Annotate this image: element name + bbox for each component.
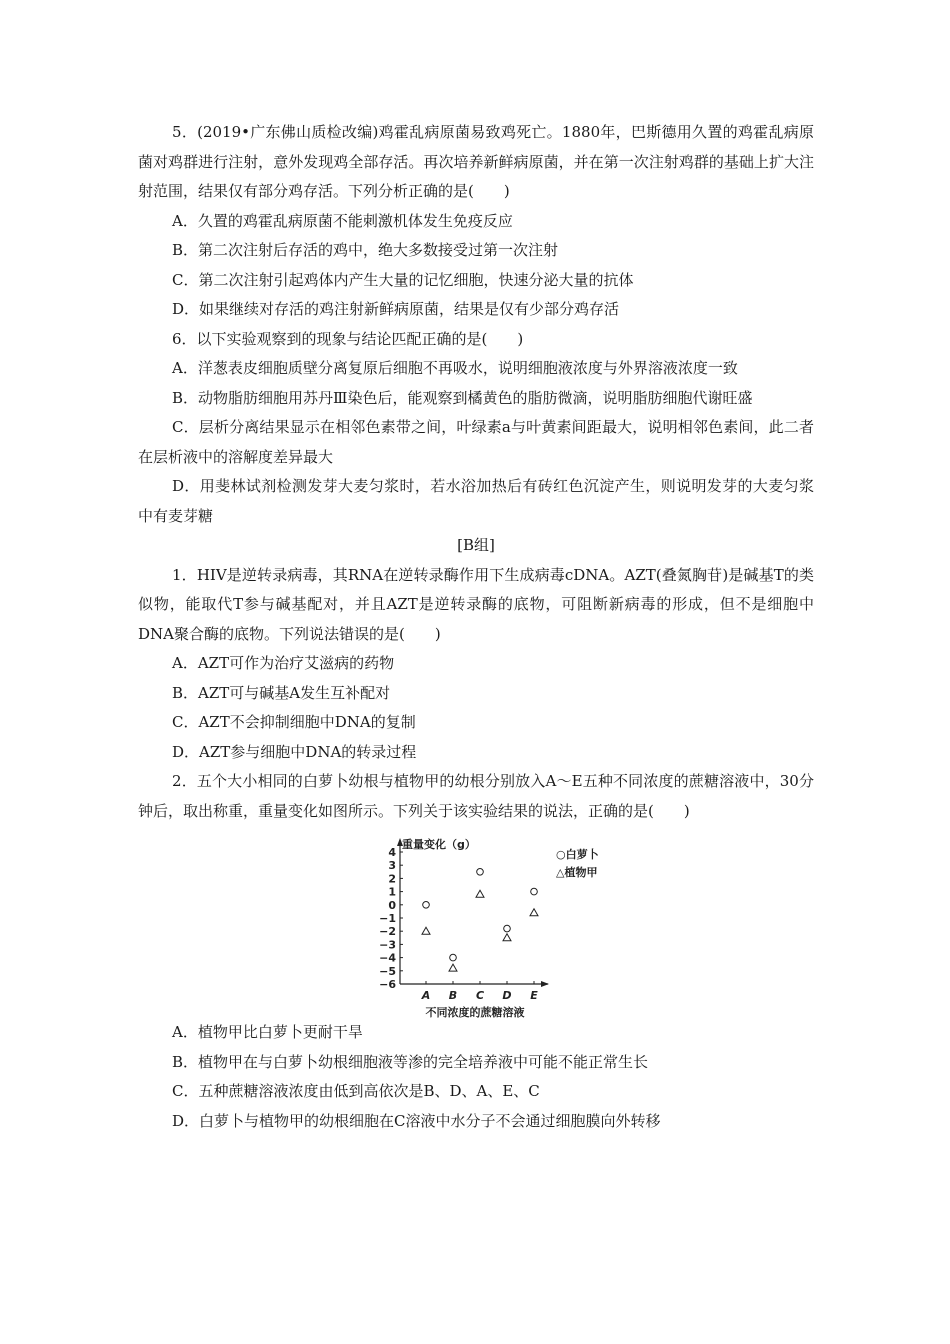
q5-option-d: D．如果继续对存活的鸡注射新鲜病原菌，结果是仅有少部分鸡存活 bbox=[172, 300, 620, 318]
x-axis-arrow bbox=[541, 981, 549, 987]
q6-option-c: C．层析分离结果显示在相邻色素带之间，叶绿素a与叶黄素间距最大，说明相邻色素间，此二者在层析液中的溶解度差异最大 bbox=[138, 418, 814, 466]
data-point-triangle bbox=[530, 909, 538, 916]
y-tick-label: 1 bbox=[388, 885, 396, 899]
x-axis-label: 不同浓度的蔗糖溶液 bbox=[425, 1006, 525, 1019]
x-tick-label: D bbox=[502, 989, 512, 1002]
data-point-circle bbox=[423, 902, 430, 909]
q6-option-a: A．洋葱表皮细胞质壁分离复原后细胞不再吸水，说明细胞液浓度与外界溶液浓度一致 bbox=[172, 359, 738, 377]
b2-option-b: B．植物甲在与白萝卜幼根细胞液等渗的完全培养液中可能不能正常生长 bbox=[172, 1052, 649, 1071]
b1-option-b: B．AZT可与碱基A发生互补配对 bbox=[172, 683, 391, 702]
b2-option-d: D．白萝卜与植物甲的幼根细胞在C溶液中水分子不会通过细胞膜向外转移 bbox=[172, 1111, 661, 1130]
legend-entry-plant: △植物甲 bbox=[556, 866, 598, 879]
b2-option-c: C．五种蔗糖溶液浓度由低到高依次是B、D、A、E、C bbox=[172, 1082, 540, 1100]
x-tick-label: E bbox=[530, 989, 538, 1002]
q5-option-a: A．久置的鸡霍乱病原菌不能刺激机体发生免疫反应 bbox=[172, 211, 513, 230]
y-tick-label: 2 bbox=[388, 872, 396, 886]
group-b-title: [B组] bbox=[457, 536, 495, 554]
q6-option-d: D．用斐林试剂检测发芽大麦匀浆时，若水浴加热后有砖红色沉淀产生，则说明发芽的大麦匀浆中有麦芽糖 bbox=[138, 477, 814, 525]
y-tick-label: −1 bbox=[379, 912, 396, 925]
q6-stem: 6．以下实验观察到的现象与结论匹配正确的是( ) bbox=[172, 329, 524, 348]
b1-option-a: A．AZT可作为治疗艾滋病的药物 bbox=[172, 654, 395, 672]
b2-stem: 2．五个大小相同的白萝卜幼根与植物甲的幼根分别放入A～E五种不同浓度的蔗糖溶液中，30分钟后，取出称重，重量变化如图所示。下列关于该实验结果的说法，正确的是( ) bbox=[138, 772, 814, 820]
b1-stem: 1．HIV是逆转录病毒，其RNA在逆转录酶作用下生成病毒cDNA。AZT(叠氮胸苷)是碱基T的类似物，能取代T参与碱基配对，并且AZT是逆转录酶的底物，可阻断新病毒的形成，但不是细胞中DNA聚合酶的底物。下列说法错误的是( ) bbox=[138, 565, 814, 643]
y-tick-label: 3 bbox=[388, 859, 396, 873]
data-point-triangle bbox=[503, 934, 511, 941]
y-tick-label: 4 bbox=[388, 846, 396, 859]
legend-entry-radish: ○白萝卜 bbox=[556, 848, 599, 861]
b1-option-d: D．AZT参与细胞中DNA的转录过程 bbox=[172, 742, 417, 761]
q5-option-c: C．第二次注射引起鸡体内产生大量的记忆细胞，快速分泌大量的抗体 bbox=[172, 270, 634, 289]
data-point-triangle bbox=[449, 964, 457, 971]
y-tick-label: −2 bbox=[379, 925, 396, 939]
x-tick-label: A bbox=[421, 989, 431, 1002]
y-tick-label: −5 bbox=[379, 964, 396, 978]
document-page bbox=[138, 118, 814, 1136]
data-point-circle bbox=[450, 954, 457, 961]
q6-option-b: B．动物脂肪细胞用苏丹Ⅲ染色后，能观察到橘黄色的脂肪微滴，说明脂肪细胞代谢旺盛 bbox=[172, 388, 753, 407]
data-point-triangle bbox=[422, 927, 430, 934]
weight-change-chart bbox=[138, 832, 814, 1019]
b2-option-a: A．植物甲比白萝卜更耐干旱 bbox=[172, 1023, 363, 1041]
data-point-circle bbox=[531, 888, 538, 895]
b1-option-c: C．AZT不会抑制细胞中DNA的复制 bbox=[172, 713, 416, 731]
x-tick-label: C bbox=[475, 989, 485, 1002]
q5-option-b: B．第二次注射后存活的鸡中，绝大多数接受过第一次注射 bbox=[172, 241, 559, 259]
y-axis-label: 重量变化（g） bbox=[402, 838, 476, 851]
y-tick-label: −6 bbox=[379, 978, 396, 991]
chart-svg bbox=[138, 832, 814, 1019]
y-tick-label: 0 bbox=[388, 898, 396, 912]
data-point-triangle bbox=[476, 890, 484, 897]
q5-stem: 5．(2019•广东佛山质检改编)鸡霍乱病原菌易致鸡死亡。1880年，巴斯德用久置的鸡霍乱病原菌对鸡群进行注射，意外发现鸡全部存活。再次培养新鲜病原菌，并在第一次注射鸡群的基础上扩大注射范围，结果仅有部分鸡存活。下列分析正确的是( ) bbox=[138, 123, 814, 200]
x-tick-label: B bbox=[448, 989, 458, 1002]
y-tick-label: −4 bbox=[379, 951, 396, 965]
data-point-circle bbox=[477, 869, 484, 876]
data-point-circle bbox=[504, 925, 511, 932]
y-tick-label: −3 bbox=[379, 938, 396, 952]
